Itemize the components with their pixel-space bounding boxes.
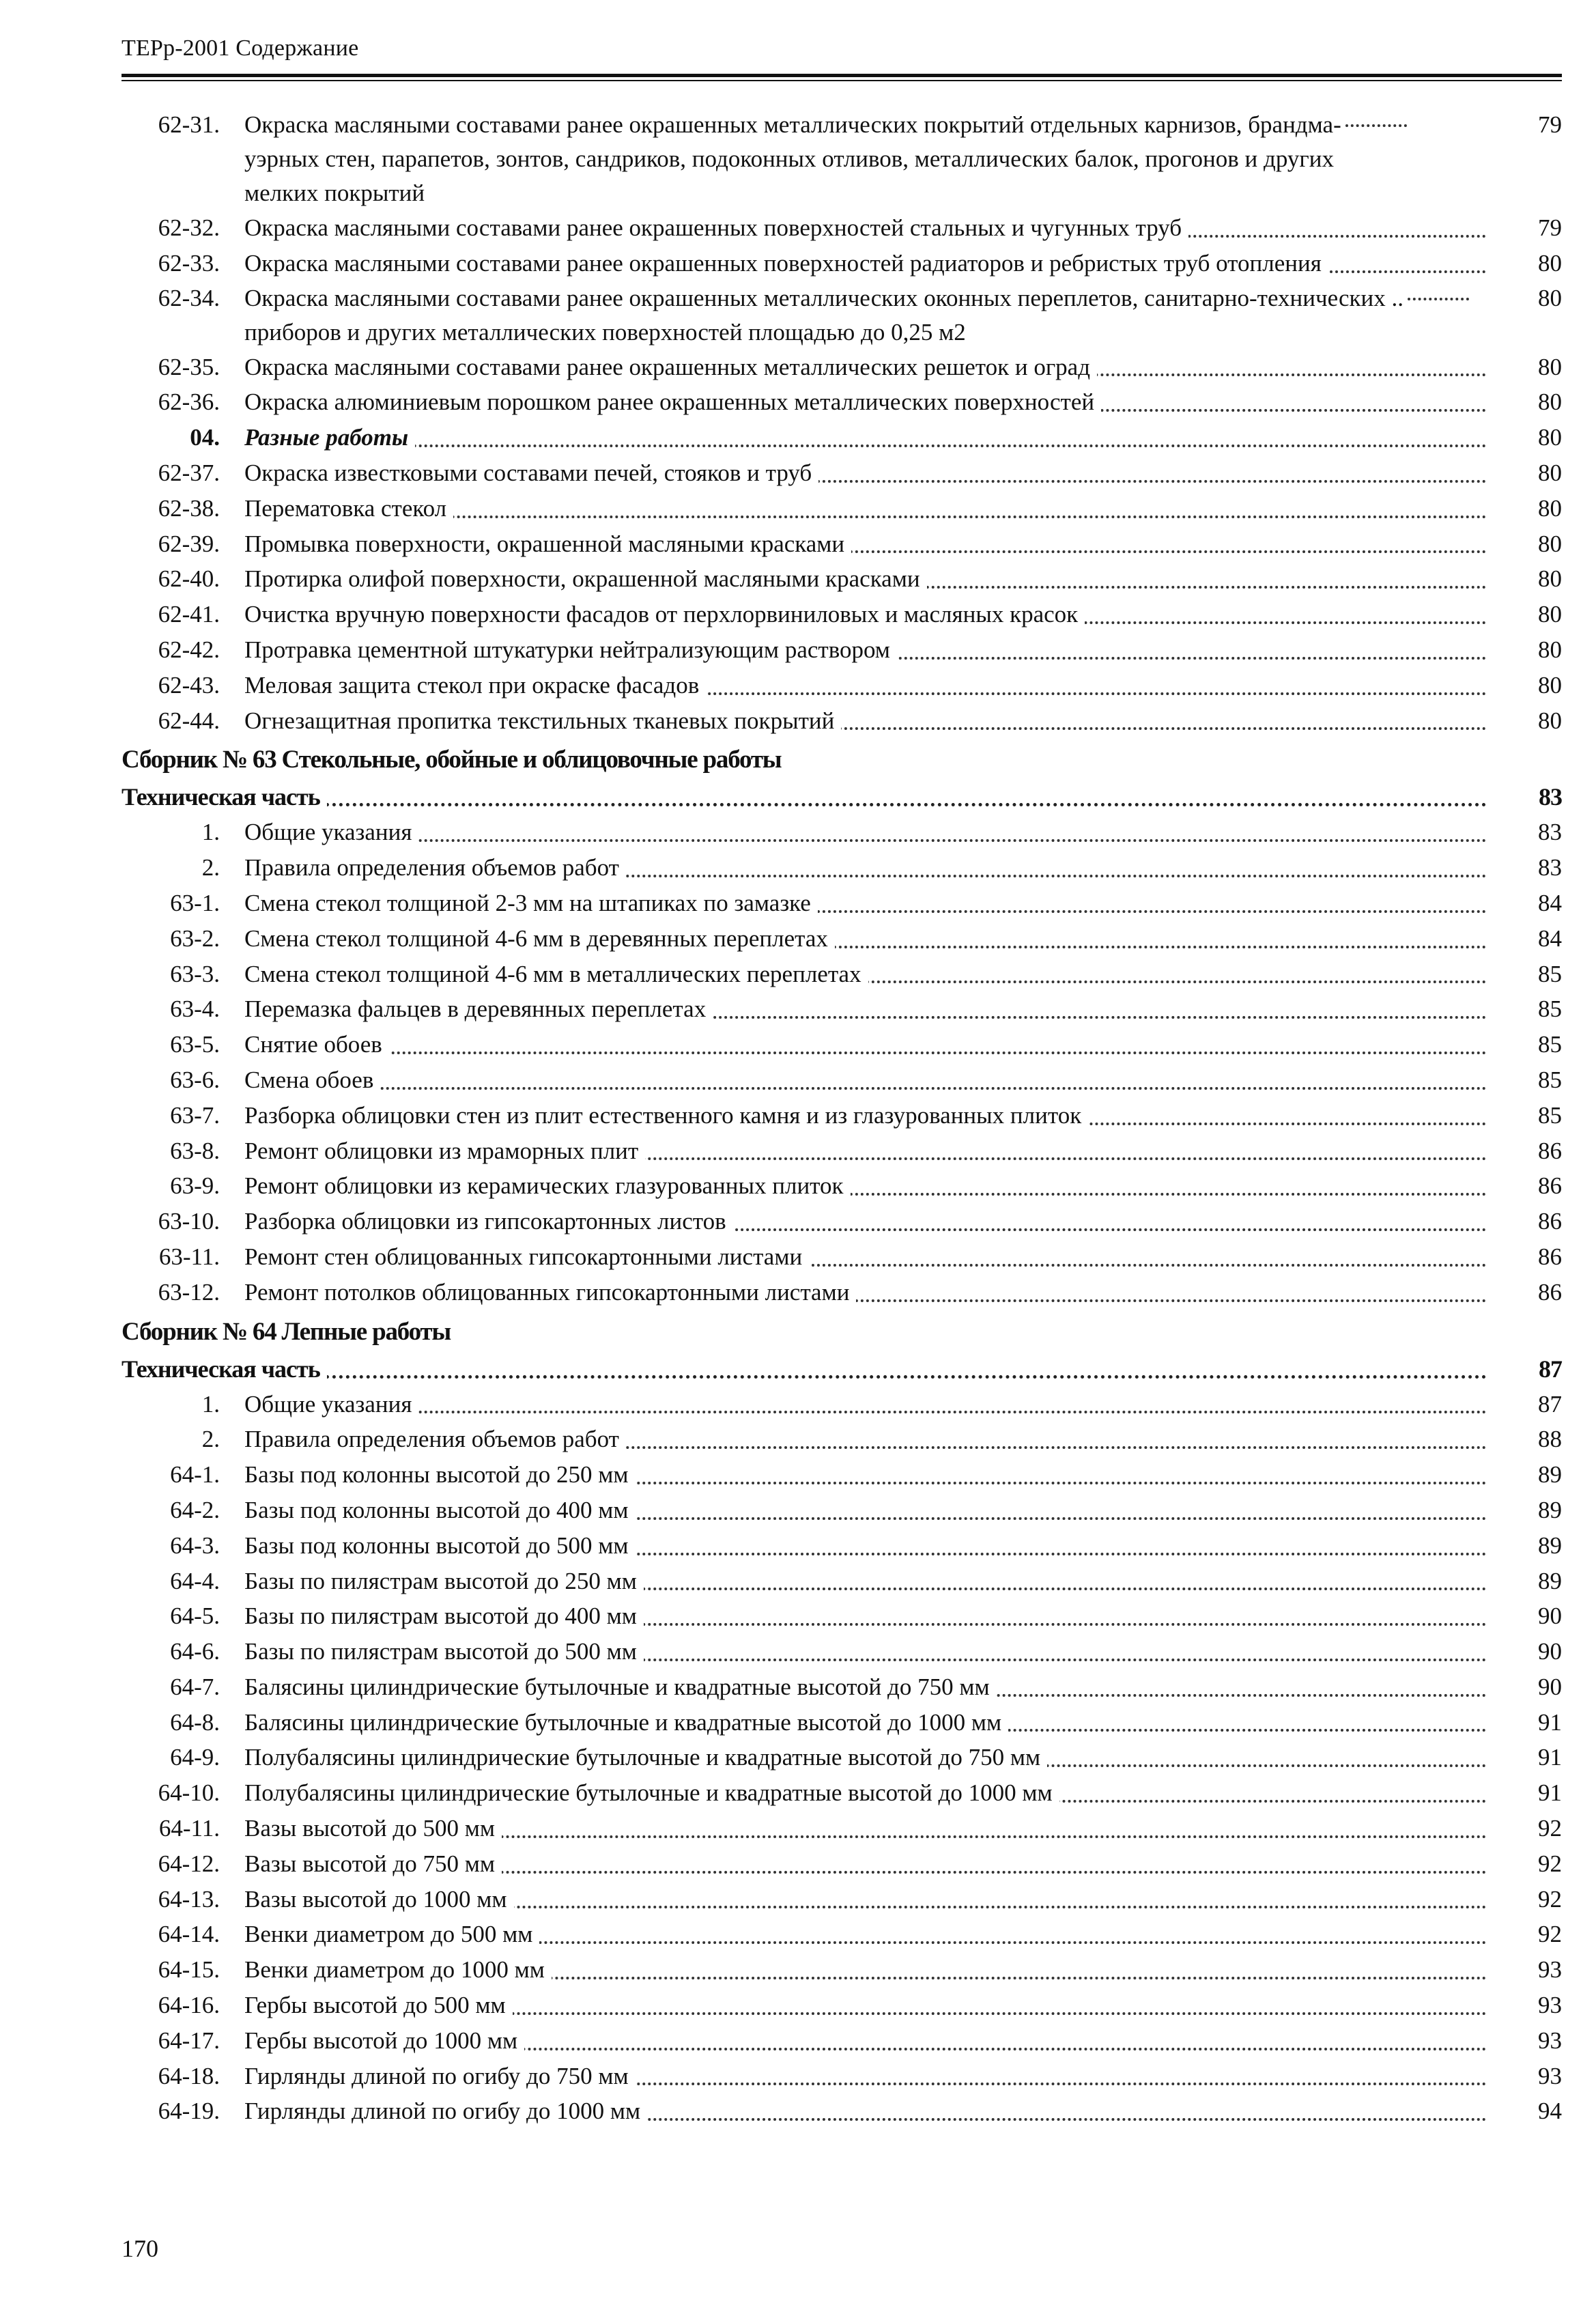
entry-title-text: Смена стекол толщиной 2-3 мм на штапиках по замазке bbox=[244, 890, 818, 916]
entry-title bbox=[244, 991, 1487, 1027]
toc-entry bbox=[122, 281, 1562, 350]
entry-title-text: Гирлянды длиной по огибу до 750 мм bbox=[244, 2063, 636, 2089]
entry-title-text: Смена стекол толщиной 4-6 мм в металлических переплетах bbox=[244, 961, 868, 987]
entry-title-line bbox=[244, 281, 1487, 315]
entry-title bbox=[244, 815, 1487, 850]
entry-title bbox=[244, 2059, 1487, 2094]
entry-title bbox=[244, 2093, 1487, 2129]
entry-title bbox=[244, 1098, 1487, 1133]
entry-page-number: 89 bbox=[1538, 1461, 1562, 1489]
toc-entry bbox=[122, 1062, 1562, 1098]
toc-entry bbox=[122, 1204, 1562, 1239]
entry-number: 64-6. bbox=[170, 1638, 220, 1665]
toc-entry bbox=[122, 1740, 1562, 1775]
toc-entry bbox=[122, 815, 1562, 850]
toc-entry bbox=[122, 1705, 1562, 1740]
entry-title bbox=[244, 246, 1487, 281]
entry-title bbox=[244, 886, 1487, 921]
entry-title-text: Ремонт стен облицованных гипсокартонными листами bbox=[244, 1243, 809, 1270]
entry-number: 64-9. bbox=[170, 1744, 220, 1771]
entry-title-text: Базы по пилястрам высотой до 250 мм bbox=[244, 1568, 644, 1594]
entry-number: 64-2. bbox=[170, 1496, 220, 1523]
entry-page-number: 80 bbox=[1538, 601, 1562, 628]
entry-number: 64-14. bbox=[158, 1921, 220, 1948]
table-of-contents bbox=[122, 108, 1562, 2129]
dot-leader bbox=[1408, 298, 1469, 300]
toc-entry bbox=[122, 1669, 1562, 1705]
entry-number: 62-38. bbox=[158, 494, 220, 522]
entry-title bbox=[244, 1634, 1487, 1669]
entry-title bbox=[244, 1917, 1487, 1952]
toc-entry bbox=[122, 1598, 1562, 1634]
toc-entry bbox=[122, 850, 1562, 886]
entry-title-text: Меловая защита стекол при окраске фасадов bbox=[244, 672, 706, 699]
entry-page-number: 85 bbox=[1538, 996, 1562, 1023]
toc-entry bbox=[122, 1811, 1562, 1846]
toc-entry bbox=[122, 246, 1562, 281]
toc-entry bbox=[122, 1882, 1562, 1917]
entry-number: 63-1. bbox=[170, 889, 220, 916]
technical-part-title bbox=[122, 779, 1487, 815]
entry-page-number: 79 bbox=[1538, 111, 1562, 138]
entry-page-number: 80 bbox=[1538, 565, 1562, 593]
entry-page-number: 89 bbox=[1538, 1496, 1562, 1523]
entry-page-number: 85 bbox=[1538, 960, 1562, 987]
entry-number: 63-6. bbox=[170, 1066, 220, 1093]
entry-title-text: Очистка вручную поверхности фасадов от перхлорвиниловых и масляных красок bbox=[244, 601, 1085, 627]
toc-entry bbox=[122, 957, 1562, 992]
entry-title-text: Окраска масляными составами ранее окрашенных поверхностей радиаторов и ребристых труб отопления bbox=[244, 250, 1328, 277]
entry-number: 62-36. bbox=[158, 389, 220, 416]
entry-title-text: Протирка олифой поверхности, окрашенной масляными красками bbox=[244, 565, 927, 592]
entry-page-number: 80 bbox=[1538, 389, 1562, 416]
entry-number: 64-13. bbox=[158, 1885, 220, 1913]
entry-page-number: 84 bbox=[1538, 889, 1562, 916]
entry-title bbox=[244, 350, 1487, 385]
entry-number: 62-37. bbox=[158, 459, 220, 486]
entry-number: 1. bbox=[201, 1390, 220, 1418]
entry-page-number: 86 bbox=[1538, 1278, 1562, 1306]
entry-title bbox=[244, 2023, 1487, 2059]
entry-title bbox=[244, 1846, 1487, 1882]
entry-title bbox=[244, 957, 1487, 992]
entry-title-text: Базы под колонны высотой до 500 мм bbox=[244, 1532, 636, 1559]
entry-title bbox=[244, 108, 1487, 210]
entry-page-number: 88 bbox=[1538, 1426, 1562, 1453]
entry-title bbox=[244, 420, 1487, 455]
entry-number: 62-41. bbox=[158, 601, 220, 628]
toc-entry bbox=[122, 703, 1562, 739]
entry-title-text: Ремонт облицовки из керамических глазурованных плиток bbox=[244, 1172, 851, 1199]
entry-page-number: 80 bbox=[1538, 636, 1562, 663]
entry-page-number: 80 bbox=[1538, 671, 1562, 699]
entry-page-number: 80 bbox=[1538, 353, 1562, 380]
toc-entry bbox=[122, 1634, 1562, 1669]
entry-title-text: Перемазка фальцев в деревянных переплетах bbox=[244, 996, 713, 1022]
entry-number: 63-12. bbox=[158, 1278, 220, 1306]
collection-heading: Сборник № 63 Стекольные, обойные и облицовочные работы bbox=[122, 746, 782, 774]
entry-title-text: Правила определения объемов работ bbox=[244, 854, 626, 881]
entry-title bbox=[244, 1204, 1487, 1239]
entry-title-text: Огнезащитная пропитка текстильных тканевых покрытий bbox=[244, 707, 841, 734]
entry-number: 62-33. bbox=[158, 249, 220, 277]
entry-page-number: 83 bbox=[1538, 819, 1562, 846]
technical-part-row bbox=[122, 1351, 1562, 1387]
entry-title-text: Общие указания bbox=[244, 1391, 418, 1418]
entry-title-text: Правила определения объемов работ bbox=[244, 1426, 626, 1452]
entry-title bbox=[244, 1239, 1487, 1275]
entry-number: 64-15. bbox=[158, 1956, 220, 1984]
entry-page-number: 86 bbox=[1538, 1172, 1562, 1200]
entry-number: 63-2. bbox=[170, 925, 220, 952]
entry-page-number: 90 bbox=[1538, 1673, 1562, 1700]
entry-number: 63-8. bbox=[170, 1137, 220, 1164]
entry-title-text: Гирлянды длиной по огибу до 1000 мм bbox=[244, 2098, 647, 2124]
entry-page-number: 85 bbox=[1538, 1066, 1562, 1093]
entry-number: 04. bbox=[190, 424, 220, 451]
entry-number: 62-35. bbox=[158, 353, 220, 380]
entry-page-number: 85 bbox=[1538, 1031, 1562, 1058]
entry-title bbox=[244, 1493, 1487, 1528]
entry-number: 2. bbox=[201, 1426, 220, 1453]
entry-title-text: Венки диаметром до 500 мм bbox=[244, 1921, 539, 1947]
technical-part-label: Техническая часть bbox=[122, 783, 327, 810]
entry-number: 2. bbox=[201, 854, 220, 881]
toc-entry bbox=[122, 420, 1562, 455]
toc-entry bbox=[122, 1988, 1562, 2023]
entry-number: 62-40. bbox=[158, 565, 220, 593]
entry-number: 1. bbox=[201, 819, 220, 846]
entry-page-number: 86 bbox=[1538, 1208, 1562, 1235]
entry-page-number: 80 bbox=[1538, 284, 1562, 311]
toc-entry bbox=[122, 1493, 1562, 1528]
entry-title bbox=[244, 850, 1487, 886]
entry-number: 64-10. bbox=[158, 1779, 220, 1807]
toc-entry bbox=[122, 2023, 1562, 2059]
technical-part-title bbox=[122, 1351, 1487, 1387]
entry-number: 64-8. bbox=[170, 1708, 220, 1736]
entry-title bbox=[244, 1705, 1487, 1740]
entry-title bbox=[244, 526, 1487, 562]
entry-number: 62-44. bbox=[158, 707, 220, 734]
entry-title-text: Базы под колонны высотой до 400 мм bbox=[244, 1497, 636, 1523]
entry-title-text: Балясины цилиндрические бутылочные и квадратные высотой до 750 мм bbox=[244, 1674, 997, 1700]
technical-part-page: 83 bbox=[1539, 783, 1562, 811]
entry-title bbox=[244, 1882, 1487, 1917]
entry-title-text: Разборка облицовки стен из плит естественного камня и из глазурованных плиток bbox=[244, 1102, 1088, 1129]
entry-title bbox=[244, 281, 1487, 350]
entry-page-number: 94 bbox=[1538, 2098, 1562, 2125]
collection-heading: Сборник № 64 Лепные работы bbox=[122, 1317, 451, 1346]
entry-title-text: Ремонт облицовки из мраморных плит bbox=[244, 1138, 645, 1164]
entry-number: 63-5. bbox=[170, 1031, 220, 1058]
entry-title bbox=[244, 1133, 1487, 1169]
entry-title bbox=[244, 1528, 1487, 1564]
entry-title-text: Полубалясины цилиндрические бутылочные и квадратные высотой до 1000 мм bbox=[244, 1779, 1059, 1806]
toc-entry bbox=[122, 526, 1562, 562]
entry-title-text: Смена обоев bbox=[244, 1067, 380, 1093]
toc-entry bbox=[122, 384, 1562, 420]
entry-number: 62-42. bbox=[158, 636, 220, 663]
entry-number: 63-7. bbox=[170, 1101, 220, 1129]
entry-page-number: 91 bbox=[1538, 1779, 1562, 1807]
toc-entry bbox=[122, 2093, 1562, 2129]
entry-title-text: Снятие обоев bbox=[244, 1031, 389, 1058]
entry-title-text: Вазы высотой до 1000 мм bbox=[244, 1886, 514, 1913]
toc-entry bbox=[122, 491, 1562, 526]
toc-entry bbox=[122, 1775, 1562, 1811]
entry-title bbox=[244, 1811, 1487, 1846]
entry-title-text: Промывка поверхности, окрашенной масляными красками bbox=[244, 531, 851, 557]
dot-leader bbox=[1345, 124, 1407, 127]
entry-title bbox=[244, 491, 1487, 526]
header-rule-thick bbox=[122, 74, 1562, 77]
toc-entry bbox=[122, 1457, 1562, 1493]
entry-number: 63-10. bbox=[158, 1208, 220, 1235]
running-header: ТЕРр-2001 Содержание bbox=[122, 36, 359, 61]
entry-number: 64-19. bbox=[158, 2098, 220, 2125]
toc-entry bbox=[122, 632, 1562, 668]
entry-title bbox=[244, 1988, 1487, 2023]
entry-number: 63-3. bbox=[170, 960, 220, 987]
entry-title-text: Полубалясины цилиндрические бутылочные и квадратные высотой до 750 мм bbox=[244, 1744, 1047, 1771]
entry-title bbox=[244, 1062, 1487, 1098]
entry-title-text: Гербы высотой до 1000 мм bbox=[244, 2027, 524, 2054]
entry-page-number: 87 bbox=[1538, 1390, 1562, 1418]
toc-entry bbox=[122, 1422, 1562, 1457]
entry-title-text: Вазы высотой до 750 мм bbox=[244, 1850, 502, 1877]
entry-title-text: Перематовка стекол bbox=[244, 495, 453, 522]
entry-title-text: Венки диаметром до 1000 мм bbox=[244, 1956, 552, 1983]
entry-number: 64-7. bbox=[170, 1673, 220, 1700]
entry-page-number: 84 bbox=[1538, 925, 1562, 952]
toc-entry bbox=[122, 1027, 1562, 1062]
entry-page-number: 92 bbox=[1538, 1815, 1562, 1842]
entry-number: 64-1. bbox=[170, 1461, 220, 1489]
entry-page-number: 92 bbox=[1538, 1921, 1562, 1948]
entry-number: 62-34. bbox=[158, 284, 220, 311]
entry-page-number: 80 bbox=[1538, 249, 1562, 277]
entry-title-text: Базы по пилястрам высотой до 400 мм bbox=[244, 1603, 644, 1629]
entry-page-number: 91 bbox=[1538, 1744, 1562, 1771]
entry-title-text: Смена стекол толщиной 4-6 мм в деревянных переплетах bbox=[244, 925, 835, 952]
toc-entry bbox=[122, 108, 1562, 210]
entry-title-text: Окраска масляными составами ранее окрашенных поверхностей стальных и чугунных труб bbox=[244, 214, 1188, 241]
entry-number: 64-17. bbox=[158, 2027, 220, 2054]
technical-part-row bbox=[122, 779, 1562, 815]
entry-page-number: 80 bbox=[1538, 494, 1562, 522]
entry-number: 62-39. bbox=[158, 530, 220, 557]
entry-title bbox=[244, 1275, 1487, 1310]
entry-title bbox=[244, 210, 1487, 246]
header-rule-thin bbox=[122, 80, 1562, 81]
entry-title-text: Вазы высотой до 500 мм bbox=[244, 1815, 502, 1842]
entry-page-number: 93 bbox=[1538, 2027, 1562, 2054]
toc-entry bbox=[122, 210, 1562, 246]
entry-title-line: мелких покрытий bbox=[244, 180, 425, 206]
entry-title bbox=[244, 1740, 1487, 1775]
toc-entry bbox=[122, 1564, 1562, 1599]
entry-title-line: уэрных стен, парапетов, зонтов, сандриков, подоконных отливов, металлических балок, прогонов и других bbox=[244, 145, 1334, 172]
entry-page-number: 93 bbox=[1538, 1992, 1562, 2019]
entry-page-number: 91 bbox=[1538, 1708, 1562, 1736]
toc-entry bbox=[122, 597, 1562, 632]
entry-page-number: 80 bbox=[1538, 459, 1562, 486]
toc-entry bbox=[122, 1239, 1562, 1275]
entry-title-text: Протравка цементной штукатурки нейтрализующим раствором bbox=[244, 636, 897, 663]
entry-page-number: 80 bbox=[1538, 424, 1562, 451]
entry-number: 63-4. bbox=[170, 996, 220, 1023]
entry-number: 63-11. bbox=[158, 1243, 220, 1270]
entry-title-text: Балясины цилиндрические бутылочные и квадратные высотой до 1000 мм bbox=[244, 1709, 1008, 1736]
entry-title-text: Окраска масляными составами ранее окрашенных металлических решеток и оград bbox=[244, 354, 1097, 380]
entry-title bbox=[244, 597, 1487, 632]
entry-number: 64-3. bbox=[170, 1532, 220, 1559]
entry-title bbox=[244, 1168, 1487, 1204]
toc-entry bbox=[122, 1846, 1562, 1882]
entry-title-line: приборов и других металлических поверхностей площадью до 0,25 м2 bbox=[244, 318, 966, 345]
entry-page-number: 92 bbox=[1538, 1885, 1562, 1913]
entry-title bbox=[244, 1564, 1487, 1599]
entry-title bbox=[244, 1457, 1487, 1493]
page-number: 170 bbox=[122, 2235, 158, 2262]
entry-page-number: 83 bbox=[1538, 854, 1562, 881]
entry-page-number: 86 bbox=[1538, 1243, 1562, 1270]
entry-number: 63-9. bbox=[170, 1172, 220, 1200]
entry-number: 64-11. bbox=[158, 1815, 220, 1842]
technical-part-label: Техническая часть bbox=[122, 1355, 327, 1383]
entry-title-text: Базы под колонны высотой до 250 мм bbox=[244, 1461, 636, 1488]
entry-title bbox=[244, 1387, 1487, 1422]
entry-title-text: Базы по пилястрам высотой до 500 мм bbox=[244, 1638, 644, 1665]
entry-title bbox=[244, 1775, 1487, 1811]
entry-title-text: Окраска алюминиевым порошком ранее окрашенных металлических поверхностей bbox=[244, 389, 1101, 415]
entry-page-number: 89 bbox=[1538, 1567, 1562, 1594]
entry-number: 64-12. bbox=[158, 1850, 220, 1877]
entry-title bbox=[244, 921, 1487, 957]
toc-entry bbox=[122, 1275, 1562, 1310]
entry-title bbox=[244, 703, 1487, 739]
toc-entry bbox=[122, 991, 1562, 1027]
entry-page-number: 90 bbox=[1538, 1603, 1562, 1630]
entry-title-text: Общие указания bbox=[244, 819, 418, 845]
entry-number: 64-16. bbox=[158, 1992, 220, 2019]
entry-title-text: Окраска масляными составами ранее окрашенных металлических покрытий отдельных карнизов, брандма- bbox=[244, 111, 1341, 138]
entry-number: 62-32. bbox=[158, 214, 220, 241]
toc-entry bbox=[122, 1387, 1562, 1422]
entry-title bbox=[244, 668, 1487, 703]
entry-page-number: 89 bbox=[1538, 1532, 1562, 1559]
entry-page-number: 93 bbox=[1538, 2062, 1562, 2089]
toc-entry bbox=[122, 2059, 1562, 2094]
entry-number: 64-4. bbox=[170, 1567, 220, 1594]
toc-entry bbox=[122, 455, 1562, 491]
entry-page-number: 80 bbox=[1538, 707, 1562, 734]
toc-entry bbox=[122, 350, 1562, 385]
toc-entry bbox=[122, 1528, 1562, 1564]
entry-title bbox=[244, 1027, 1487, 1062]
entry-title bbox=[244, 561, 1487, 597]
toc-entry bbox=[122, 1098, 1562, 1133]
toc-entry bbox=[122, 668, 1562, 703]
entry-title bbox=[244, 1598, 1487, 1634]
entry-title-text: Ремонт потолков облицованных гипсокартонными листами bbox=[244, 1279, 856, 1306]
entry-title bbox=[244, 384, 1487, 420]
technical-part-page: 87 bbox=[1539, 1355, 1562, 1383]
entry-title-text: Окраска известковыми составами печей, стояков и труб bbox=[244, 460, 818, 486]
toc-entry bbox=[122, 1952, 1562, 1988]
toc-entry bbox=[122, 1133, 1562, 1169]
toc-entry bbox=[122, 1917, 1562, 1952]
entry-number: 62-31. bbox=[158, 111, 220, 138]
entry-page-number: 90 bbox=[1538, 1638, 1562, 1665]
entry-page-number: 92 bbox=[1538, 1850, 1562, 1877]
entry-title bbox=[244, 632, 1487, 668]
entry-number: 64-5. bbox=[170, 1603, 220, 1630]
entry-title-line bbox=[244, 108, 1487, 142]
entry-page-number: 85 bbox=[1538, 1101, 1562, 1129]
entry-title bbox=[244, 1669, 1487, 1705]
entry-page-number: 93 bbox=[1538, 1956, 1562, 1984]
entry-title bbox=[244, 455, 1487, 491]
entry-title-text: Гербы высотой до 500 мм bbox=[244, 1992, 513, 2018]
entry-page-number: 80 bbox=[1538, 530, 1562, 557]
entry-page-number: 79 bbox=[1538, 214, 1562, 241]
entry-title bbox=[244, 1952, 1487, 1988]
entry-title bbox=[244, 1422, 1487, 1457]
entry-title-text: Разные работы bbox=[244, 424, 415, 451]
toc-entry bbox=[122, 1168, 1562, 1204]
entry-title-text: Разборка облицовки из гипсокартонных листов bbox=[244, 1208, 733, 1235]
toc-entry bbox=[122, 886, 1562, 921]
toc-entry bbox=[122, 921, 1562, 957]
entry-page-number: 86 bbox=[1538, 1137, 1562, 1164]
entry-title-text: Окраска масляными составами ранее окрашенных металлических оконных переплетов, санитарно-технических .. bbox=[244, 284, 1404, 311]
entry-number: 64-18. bbox=[158, 2062, 220, 2089]
toc-entry bbox=[122, 561, 1562, 597]
entry-number: 62-43. bbox=[158, 671, 220, 699]
